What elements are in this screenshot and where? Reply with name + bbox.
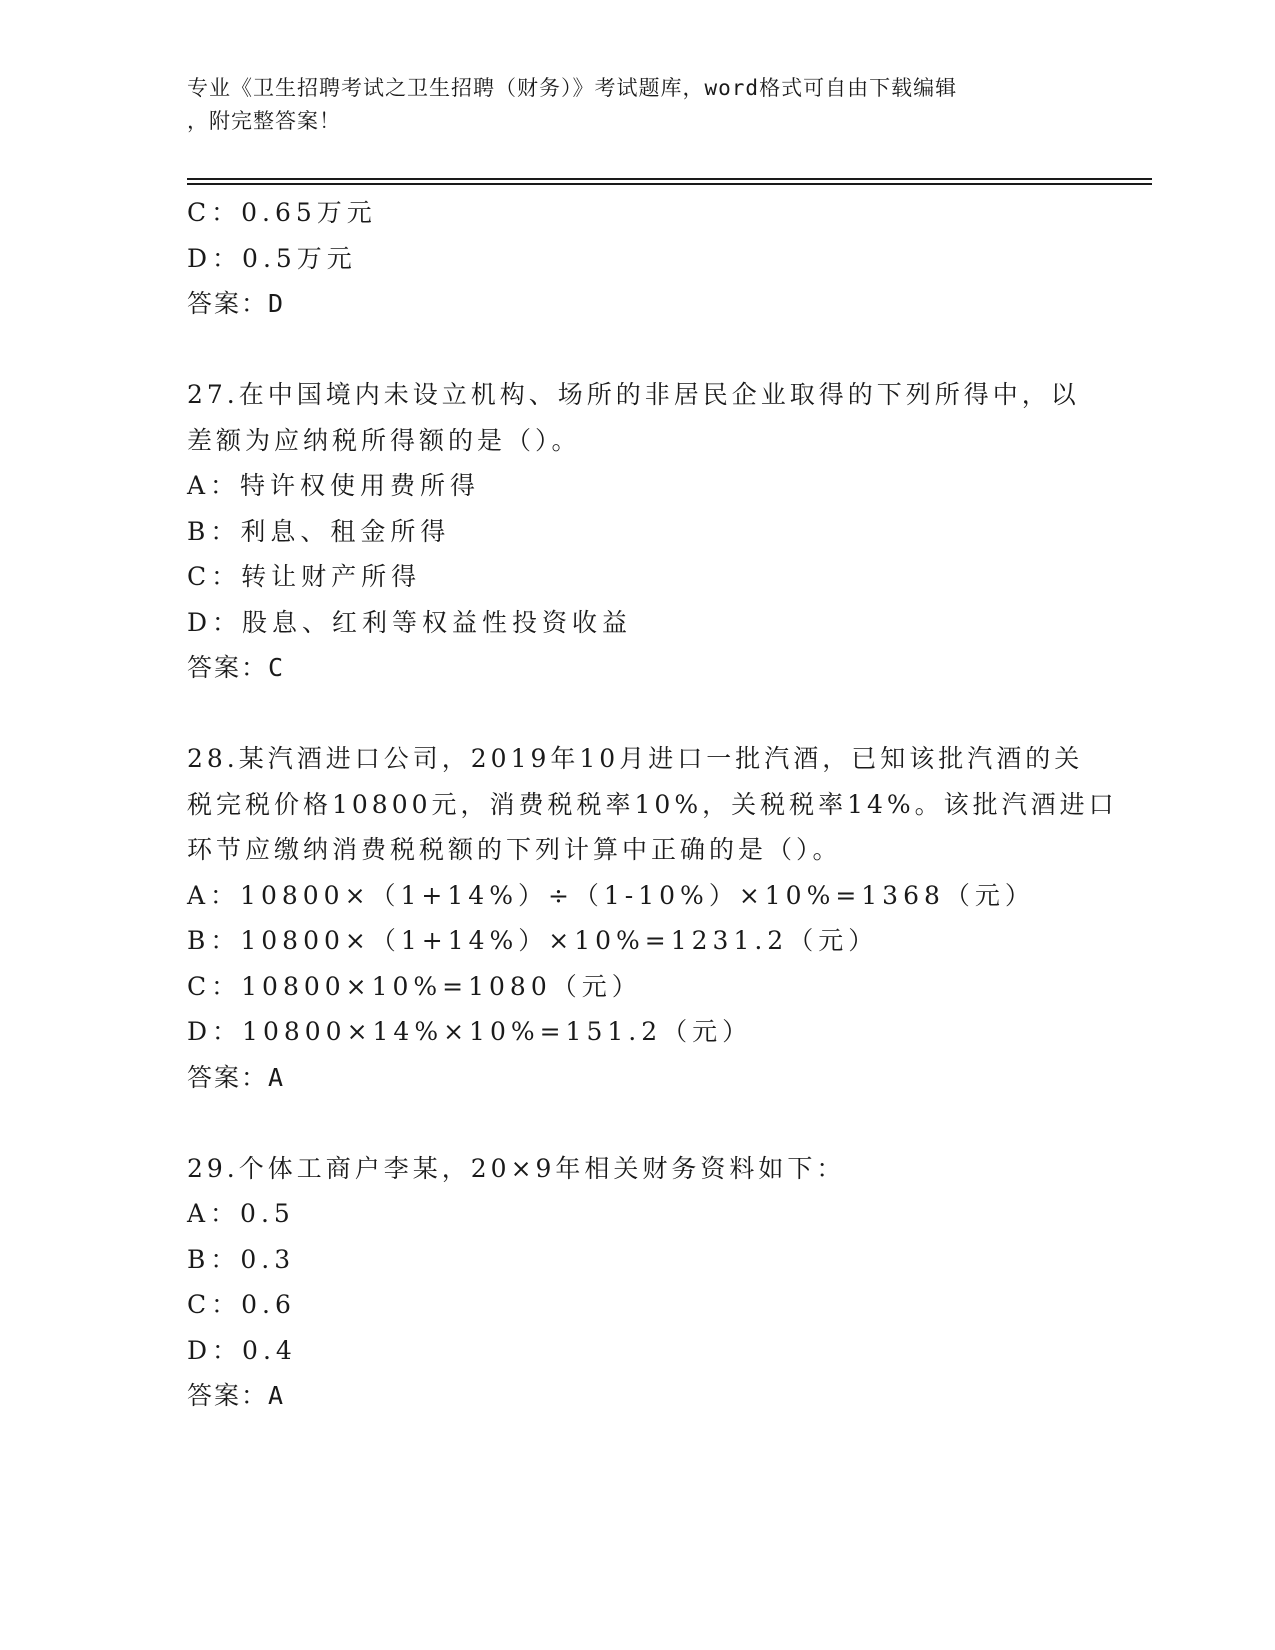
question-stem bbox=[187, 736, 1118, 873]
answer-line bbox=[187, 1373, 1087, 1419]
answer-line bbox=[187, 1055, 1087, 1101]
answer-label: 答案： bbox=[187, 1062, 269, 1092]
question-28 bbox=[187, 736, 1118, 1100]
question-26 bbox=[187, 190, 1087, 327]
option-d: D：0.5万元 bbox=[187, 243, 357, 273]
option-b: B：利息、租金所得 bbox=[187, 516, 451, 546]
header-rule-bottom bbox=[187, 183, 1152, 185]
answer-label: 答案： bbox=[187, 1381, 269, 1410]
question-list bbox=[187, 190, 1118, 1419]
option-b: B：10800×（1+14%）×10%=1231.2（元） bbox=[187, 926, 879, 955]
answer-line bbox=[187, 645, 1087, 691]
answer-label: 答案： bbox=[187, 289, 269, 318]
stem-line: 29.个体工商户李某，20×9年相关财务资料如下： bbox=[187, 1153, 846, 1183]
question-27 bbox=[187, 372, 1087, 691]
header-rule-top bbox=[187, 178, 1152, 180]
spacer bbox=[187, 327, 1087, 373]
header-line-2: ，附完整答案！ bbox=[187, 109, 341, 133]
stem-line: 27.在中国境内未设立机构、场所的非居民企业取得的下列所得中，以 bbox=[187, 380, 1080, 409]
answer-value: C bbox=[268, 653, 284, 682]
answer-value: A bbox=[268, 1062, 284, 1092]
option-d: D：10800×14%×10%=151.2（元） bbox=[187, 1017, 753, 1046]
answer-value: D bbox=[268, 289, 284, 318]
option-a: A：特许权使用费所得 bbox=[187, 471, 481, 500]
option-c: C：0.6 bbox=[187, 1290, 296, 1319]
question-stem bbox=[187, 372, 1087, 463]
header-line-1: 专业《卫生招聘考试之卫生招聘（财务）》考试题库，word格式可自由下载编辑 bbox=[187, 76, 958, 100]
answer-line bbox=[187, 281, 1087, 327]
answer-value: A bbox=[268, 1381, 284, 1410]
stem-line: 税完税价格10800元，消费税税率10%，关税税率14%。该批汽酒进口 bbox=[187, 789, 1118, 819]
stem-line: 环节应缴纳消费税税额的下列计算中正确的是（）。 bbox=[187, 835, 842, 864]
spacer bbox=[187, 1100, 1087, 1146]
option-d: D：0.4 bbox=[187, 1335, 297, 1365]
option-c: C：0.65万元 bbox=[187, 198, 377, 227]
option-c: C：10800×10%=1080（元） bbox=[187, 971, 642, 1001]
stem-line: 差额为应纳税所得额的是（）。 bbox=[187, 425, 581, 455]
option-a: A：10800×（1+14%）÷（1-10%）×10%=1368（元） bbox=[187, 880, 1035, 910]
question-29 bbox=[187, 1146, 1087, 1419]
spacer bbox=[187, 691, 1087, 737]
question-stem bbox=[187, 1146, 1087, 1192]
option-a: A：0.5 bbox=[187, 1199, 295, 1228]
option-b: B：0.3 bbox=[187, 1244, 296, 1274]
document-header bbox=[187, 72, 1087, 138]
option-c: C：转让财产所得 bbox=[187, 562, 422, 591]
stem-line: 28.某汽酒进口公司，2019年10月进口一批汽酒，已知该批汽酒的关 bbox=[187, 744, 1084, 773]
option-d: D：股息、红利等权益性投资收益 bbox=[187, 607, 633, 637]
answer-label: 答案： bbox=[187, 653, 269, 682]
